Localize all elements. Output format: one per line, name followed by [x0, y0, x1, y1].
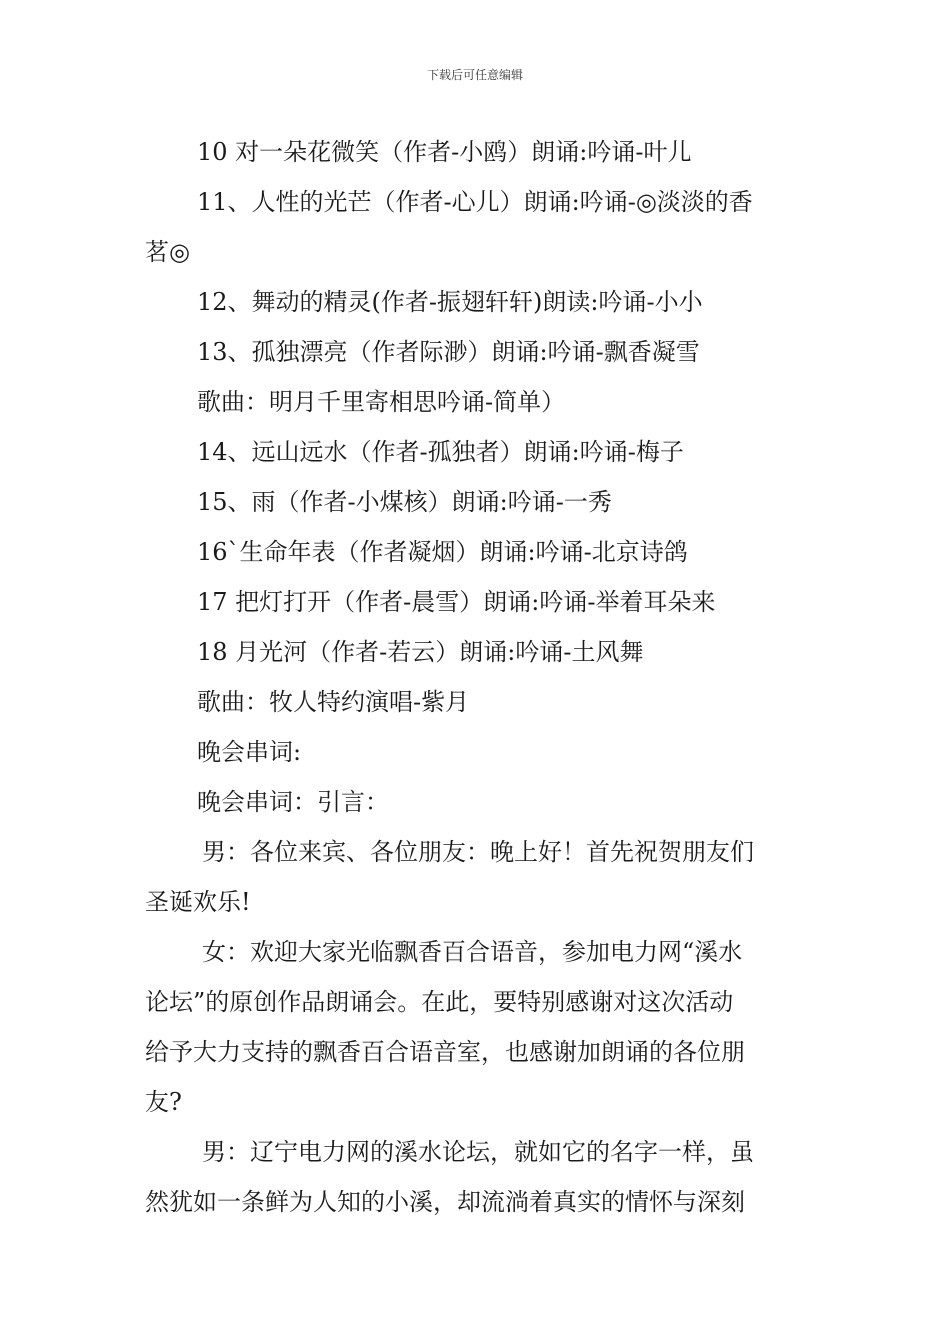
speaker-label: 男：	[202, 1138, 250, 1166]
program-item-10: 10 对一朵花微笑（作者-小鸥）朗诵:吟诵-叶儿	[197, 138, 692, 166]
program-item-13: 13、孤独漂亮（作者际渺）朗诵:吟诵-飘香凝雪	[197, 338, 700, 366]
program-item-14: 14、远山远水（作者-孤独者）朗诵:吟诵-梅子	[197, 438, 684, 466]
dialogue-female-1-line3: 给予大力支持的飘香百合语音室，也感谢加朗诵的各位朋	[145, 1038, 745, 1066]
dialogue-female-1-line4: 友?	[145, 1088, 182, 1116]
dialogue-text: 辽宁电力网的溪水论坛，就如它的名字一样，虽	[250, 1138, 754, 1166]
section-subheading: 晚会串词：引言：	[197, 788, 389, 816]
program-item-12: 12、舞动的精灵(作者-振翅轩轩)朗读:吟诵-小小	[197, 288, 703, 316]
document-body	[145, 127, 807, 1227]
dialogue-male-2-line2: 然犹如一条鲜为人知的小溪，却流淌着真实的情怀与深刻	[145, 1188, 745, 1216]
program-item-15: 15、雨（作者-小煤核）朗诵:吟诵-一秀	[197, 488, 612, 516]
dialogue-female-1-line1	[145, 927, 807, 977]
dialogue-text: 欢迎大家光临飘香百合语音，参加电力网“溪水	[250, 938, 743, 966]
program-item-18: 18 月光河（作者-若云）朗诵:吟诵-土风舞	[197, 638, 644, 666]
section-heading: 晚会串词:	[197, 738, 302, 766]
dialogue-male-1-line2: 圣诞欢乐!	[145, 888, 251, 916]
program-item-16: 16`生命年表（作者凝烟）朗诵:吟诵-北京诗鸽	[197, 538, 688, 566]
song-item-1: 歌曲：明月千里寄相思吟诵-简单）	[197, 388, 566, 416]
speaker-label: 男：	[202, 838, 250, 866]
speaker-label: 女：	[202, 938, 250, 966]
dialogue-female-1-line2: 论坛”的原创作品朗诵会。在此，要特别感谢对这次活动	[145, 988, 734, 1016]
program-item-17: 17 把灯打开（作者-晨雪）朗诵:吟诵-举着耳朵来	[197, 588, 716, 616]
song-item-2: 歌曲：牧人特约演唱-紫月	[197, 688, 470, 716]
page-header: 下载后可任意编辑	[426, 68, 523, 82]
program-item-11-line2: 茗◎	[145, 238, 190, 266]
dialogue-male-2-line1	[145, 1127, 807, 1177]
dialogue-male-1-line1	[145, 827, 807, 877]
dialogue-text: 各位来宾、各位朋友：晚上好！首先祝贺朋友们	[250, 838, 754, 866]
program-item-11-line1: 11、人性的光芒（作者-心儿）朗诵:吟诵-◎淡淡的香	[197, 188, 753, 216]
